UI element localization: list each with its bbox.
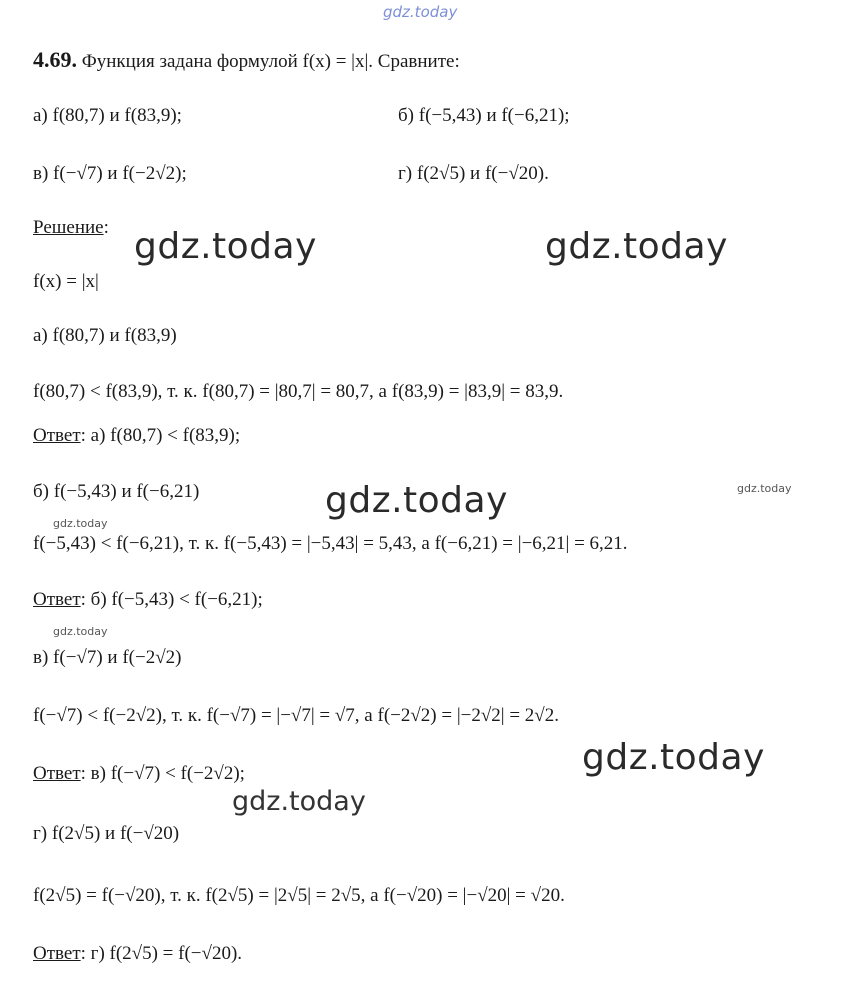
watermark-small-1: gdz.today (737, 482, 792, 495)
solution-v-reason: f(−√7) < f(−2√2), т. к. f(−√7) = |−√7| = √7, а f(−2√2) = |−2√2| = 2√2. (33, 705, 559, 726)
answer-text: : а) f(80,7) < f(83,9); (80, 425, 241, 446)
answer-text: : в) f(−√7) < f(−2√2); (80, 763, 245, 784)
answer-label: Ответ (33, 763, 81, 784)
answer-label: Ответ (33, 943, 81, 964)
solution-v-task: в) f(−√7) и f(−2√2) (33, 647, 182, 668)
solution-a-task: а) f(80,7) и f(83,9) (33, 325, 177, 346)
solution-g-answer (33, 942, 242, 966)
solution-a-reason: f(80,7) < f(83,9), т. к. f(80,7) = |80,7| = 80,7, а f(83,9) = |83,9| = 83,9. (33, 381, 564, 402)
solution-header (33, 216, 109, 240)
problem-item-a: а) f(80,7) и f(83,9); (33, 105, 182, 126)
problem-statement: Функция задана формулой f(x) = |x|. Сравните: (81, 51, 460, 72)
watermark-big-2: gdz.today (545, 226, 728, 267)
solution-g-reason: f(2√5) = f(−√20), т. к. f(2√5) = |2√5| = 2√5, а f(−√20) = |−√20| = √20. (33, 885, 565, 906)
problem-item-v: в) f(−√7) и f(−2√2); (33, 163, 187, 184)
watermark-big-3: gdz.today (325, 480, 508, 521)
watermark-mid-1: gdz.today (232, 786, 366, 817)
watermark-big-4: gdz.today (582, 737, 765, 778)
solution-formula: f(x) = |x| (33, 271, 99, 292)
watermark-top: gdz.today (383, 3, 458, 21)
watermark-small-3: gdz.today (53, 625, 108, 638)
solution-g-task: г) f(2√5) и f(−√20) (33, 823, 180, 844)
problem-number: 4.69. (33, 47, 77, 72)
answer-text: : г) f(2√5) = f(−√20). (80, 943, 243, 964)
problem-item-b: б) f(−5,43) и f(−6,21); (398, 105, 570, 126)
solution-header-label: Решение (33, 217, 104, 238)
solution-b-task: б) f(−5,43) и f(−6,21) (33, 481, 200, 502)
answer-label: Ответ (33, 589, 81, 610)
watermark-small-2: gdz.today (53, 517, 108, 530)
answer-label: Ответ (33, 425, 81, 446)
solution-a-answer (33, 424, 240, 448)
solution-v-answer (33, 762, 245, 786)
problem-item-g: г) f(2√5) и f(−√20). (398, 163, 549, 184)
answer-text: : б) f(−5,43) < f(−6,21); (80, 589, 263, 610)
solution-b-answer (33, 588, 263, 612)
solution-b-reason: f(−5,43) < f(−6,21), т. к. f(−5,43) = |−5,43| = 5,43, а f(−6,21) = |−6,21| = 6,21. (33, 533, 628, 554)
solution-header-colon: : (103, 217, 109, 238)
problem-title (33, 48, 460, 74)
watermark-big-1: gdz.today (134, 226, 317, 267)
